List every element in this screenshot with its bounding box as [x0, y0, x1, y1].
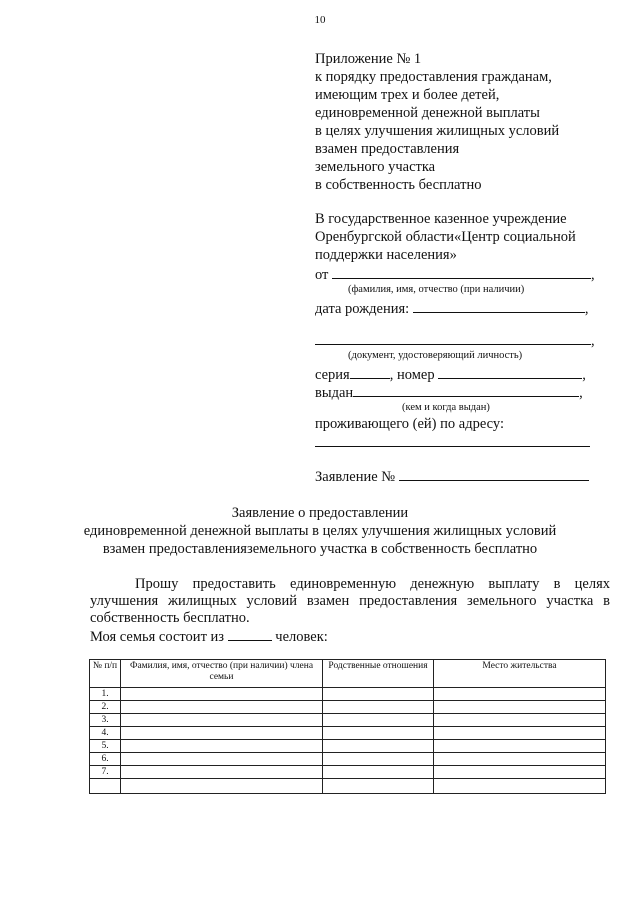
comma: , — [591, 267, 595, 283]
comma: , — [579, 385, 583, 401]
table-cell[interactable] — [121, 727, 323, 740]
row-number: 1. — [90, 688, 121, 701]
table-cell[interactable] — [434, 714, 606, 727]
table-row — [90, 701, 606, 714]
table-row — [90, 727, 606, 740]
header-relation: Родственные отношения — [323, 660, 434, 688]
table-cell[interactable] — [434, 753, 606, 766]
appendix-line: земельного участка — [315, 159, 436, 175]
document-field[interactable] — [315, 332, 591, 345]
table-cell[interactable] — [434, 766, 606, 779]
appendix-line: взамен предоставления — [315, 141, 460, 157]
table-cell[interactable] — [90, 779, 121, 794]
table-cell[interactable] — [323, 753, 434, 766]
birth-row — [315, 300, 588, 317]
issued-field[interactable] — [353, 384, 579, 397]
header-number: № п/п — [90, 660, 121, 688]
from-label: от — [315, 267, 329, 283]
table-cell[interactable] — [121, 753, 323, 766]
document-title-line: взамен предоставленияземельного участка в собственность бесплатно — [102, 541, 538, 557]
table-cell[interactable] — [323, 766, 434, 779]
appendix-line: к порядку предоставления гражданам, — [315, 69, 552, 85]
table-cell[interactable] — [434, 740, 606, 753]
page-number: 10 — [314, 14, 326, 26]
table-cell[interactable] — [121, 740, 323, 753]
family-prefix: Моя семья состоит из — [90, 629, 225, 645]
header-residence: Место жительства — [434, 660, 606, 688]
document-title-line: единовременной денежной выплаты в целях улучшения жилищных условий — [83, 523, 557, 539]
table-cell[interactable] — [434, 688, 606, 701]
issued-caption: (кем и когда выдан) — [402, 402, 490, 413]
table-header-row — [90, 660, 606, 688]
table-row — [90, 740, 606, 753]
number-field[interactable] — [438, 366, 582, 379]
issued-label: выдан — [315, 385, 354, 401]
series-row — [315, 366, 586, 383]
table-row — [90, 688, 606, 701]
table-cell[interactable] — [323, 701, 434, 714]
application-label: Заявление № — [315, 469, 396, 485]
series-field[interactable] — [350, 366, 390, 379]
series-label: серия — [315, 367, 350, 383]
from-row — [315, 266, 595, 283]
table-row — [90, 753, 606, 766]
table-cell[interactable] — [434, 701, 606, 714]
row-number: 6. — [90, 753, 121, 766]
row-number: 7. — [90, 766, 121, 779]
comma: , — [582, 367, 586, 383]
residence-label: проживающего (ей) по адресу: — [315, 416, 504, 432]
comma: , — [584, 301, 589, 317]
addressee-line: Оренбургской области«Центр социальной — [315, 229, 576, 245]
table-row — [90, 714, 606, 727]
table-cell[interactable] — [323, 688, 434, 701]
table-cell[interactable] — [323, 727, 434, 740]
document-caption: (документ, удостоверяющий личность) — [348, 350, 523, 361]
document-row — [315, 332, 595, 349]
family-suffix: человек: — [275, 629, 328, 645]
appendix-line: имеющим трех и более детей, — [315, 87, 500, 103]
number-label: , номер — [389, 367, 435, 383]
row-number: 2. — [90, 701, 121, 714]
from-field[interactable] — [332, 266, 591, 279]
application-number-row — [315, 468, 589, 485]
application-number-field[interactable] — [399, 468, 589, 481]
row-number: 5. — [90, 740, 121, 753]
table-cell[interactable] — [121, 688, 323, 701]
row-number: 3. — [90, 714, 121, 727]
table-cell[interactable] — [323, 740, 434, 753]
table-cell[interactable] — [323, 779, 434, 794]
table-cell[interactable] — [121, 701, 323, 714]
birth-label: дата рождения: — [315, 301, 410, 317]
residence-field[interactable] — [315, 434, 590, 447]
table-cell[interactable] — [121, 779, 323, 794]
table-cell[interactable] — [121, 766, 323, 779]
row-number: 4. — [90, 727, 121, 740]
family-size-field[interactable] — [228, 628, 272, 641]
table-row — [90, 779, 606, 794]
table-row — [90, 766, 606, 779]
request-paragraph: Прошу предоставить единовременную денежную выплату в целях улучшения жилищных условий взамен предоставления земельного участка в собственность бесплатно. — [90, 576, 610, 626]
appendix-line: в целях улучшения жилищных условий — [315, 123, 560, 139]
family-table — [89, 659, 606, 794]
birth-date-field[interactable] — [413, 300, 585, 313]
table-cell[interactable] — [121, 714, 323, 727]
table-cell[interactable] — [434, 727, 606, 740]
table-cell[interactable] — [434, 779, 606, 794]
fio-caption: (фамилия, имя, отчество (при наличии) — [348, 284, 525, 295]
addressee-line: В государственное казенное учреждение — [315, 211, 567, 227]
document-title-line: Заявление о предоставлении — [231, 505, 409, 521]
issued-row — [315, 384, 583, 401]
appendix-line: Приложение № 1 — [315, 51, 422, 67]
table-cell[interactable] — [323, 714, 434, 727]
addressee-line: поддержки населения» — [315, 247, 457, 263]
family-size-row — [90, 628, 610, 646]
header-fio: Фамилия, имя, отчество (при наличии) члена семьи — [121, 660, 323, 688]
appendix-line: единовременной денежной выплаты — [315, 105, 540, 121]
appendix-line: в собственность бесплатно — [315, 177, 482, 193]
comma: , — [591, 333, 595, 349]
